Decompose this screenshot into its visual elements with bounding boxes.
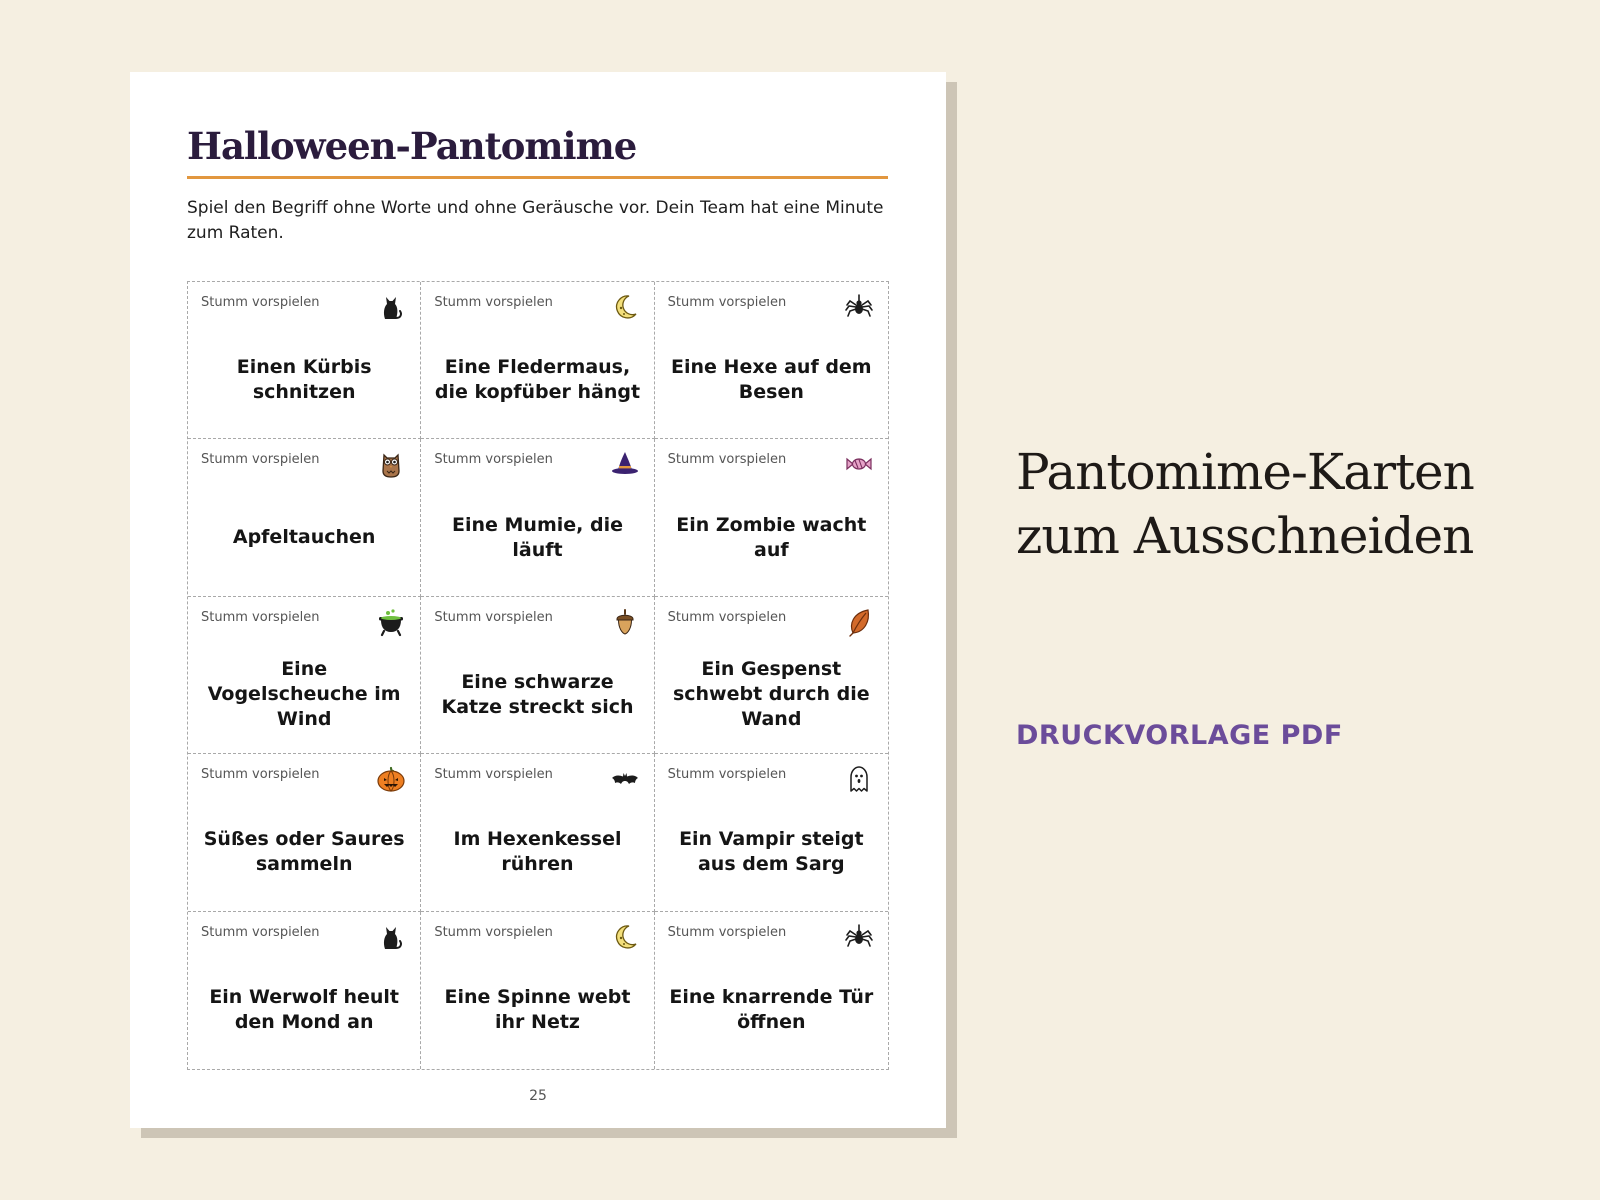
pantomime-card <box>421 597 654 754</box>
card-label: Stumm vorspielen <box>667 295 787 310</box>
cat-icon <box>376 292 406 322</box>
card-label: Stumm vorspielen <box>667 767 787 783</box>
printable-page <box>130 72 946 1128</box>
bat-icon <box>610 764 640 794</box>
card-label: Stumm vorspielen <box>434 767 553 783</box>
page-number: 25 <box>529 1088 547 1104</box>
card-grid <box>187 281 889 1070</box>
card-term: Ein Werwolf heult den Mond an <box>209 986 400 1034</box>
card-term: Eine Spinne webt ihr Netz <box>444 986 631 1034</box>
card-term: Eine Mumie, die läuft <box>452 513 623 561</box>
card-term: Eine Fledermaus, die kopfüber hängt <box>434 356 641 404</box>
pantomime-card <box>421 282 654 439</box>
candy-icon <box>844 449 874 479</box>
promo-headline-line-1: Pantomime-Karten <box>1016 443 1474 501</box>
card-label: Stumm vorspielen <box>201 924 320 940</box>
card-label: Stumm vorspielen <box>434 609 553 625</box>
spider-icon <box>844 292 874 322</box>
title-underline <box>187 176 888 179</box>
card-label: Stumm vorspielen <box>667 452 787 468</box>
card-term: Ein Gespenst schwebt durch die Wand <box>672 658 870 731</box>
card-label: Stumm vorspielen <box>667 924 787 940</box>
promo-headline-line-2: zum Ausschneiden <box>1016 507 1474 565</box>
pantomime-card <box>655 597 888 754</box>
acorn-icon <box>610 607 640 637</box>
pantomime-card <box>188 282 421 439</box>
cauldron-icon <box>376 607 406 637</box>
card-term: Eine Vogelscheuche im Wind <box>207 658 401 731</box>
promo-headline <box>1016 440 1474 568</box>
pantomime-card <box>188 597 421 754</box>
pantomime-card <box>421 912 654 1069</box>
card-label: Stumm vorspielen <box>434 295 553 310</box>
moon-icon <box>610 292 640 322</box>
card-label: Stumm vorspielen <box>434 924 553 940</box>
leaf-icon <box>844 607 874 637</box>
card-term: Eine Hexe auf dem Besen <box>671 356 872 404</box>
card-label: Stumm vorspielen <box>201 767 320 783</box>
card-term: Ein Vampir steigt aus dem Sarg <box>679 828 864 876</box>
owl-icon <box>376 449 406 479</box>
card-term: Apfeltauchen <box>232 526 376 549</box>
card-term: Einen Kürbis schnitzen <box>236 356 372 404</box>
card-term: Eine knarrende Tür öffnen <box>669 986 874 1034</box>
spider-icon <box>844 922 874 952</box>
pantomime-card <box>421 439 654 596</box>
card-label: Stumm vorspielen <box>434 452 553 468</box>
moon-icon <box>610 922 640 952</box>
pantomime-card <box>188 754 421 911</box>
pantomime-card <box>655 754 888 911</box>
card-term: Süßes oder Saures sammeln <box>203 828 405 876</box>
ghost-icon <box>844 764 874 794</box>
cat-icon <box>376 922 406 952</box>
page-title: Halloween-Pantomime <box>187 124 637 168</box>
pantomime-card <box>655 439 888 596</box>
card-term: Eine schwarze Katze streckt sich <box>441 670 634 718</box>
pantomime-card <box>188 912 421 1069</box>
pantomime-card <box>655 912 888 1069</box>
pumpkin-icon <box>376 764 406 794</box>
pantomime-card <box>188 439 421 596</box>
card-label: Stumm vorspielen <box>201 609 320 625</box>
card-label: Stumm vorspielen <box>667 609 787 625</box>
card-label: Stumm vorspielen <box>201 452 320 468</box>
intro-text: Spiel den Begriff ohne Worte und ohne Geräusche vor. Dein Team hat eine Minute zum Raten. <box>187 198 884 243</box>
card-term: Ein Zombie wacht auf <box>676 513 867 561</box>
pantomime-card <box>421 754 654 911</box>
card-label: Stumm vorspielen <box>201 295 320 310</box>
promo-subheadline: DRUCKVORLAGE PDF <box>1016 720 1343 751</box>
card-term: Im Hexenkessel rühren <box>453 828 622 876</box>
witch-hat-icon <box>610 449 640 479</box>
pantomime-card <box>655 282 888 439</box>
